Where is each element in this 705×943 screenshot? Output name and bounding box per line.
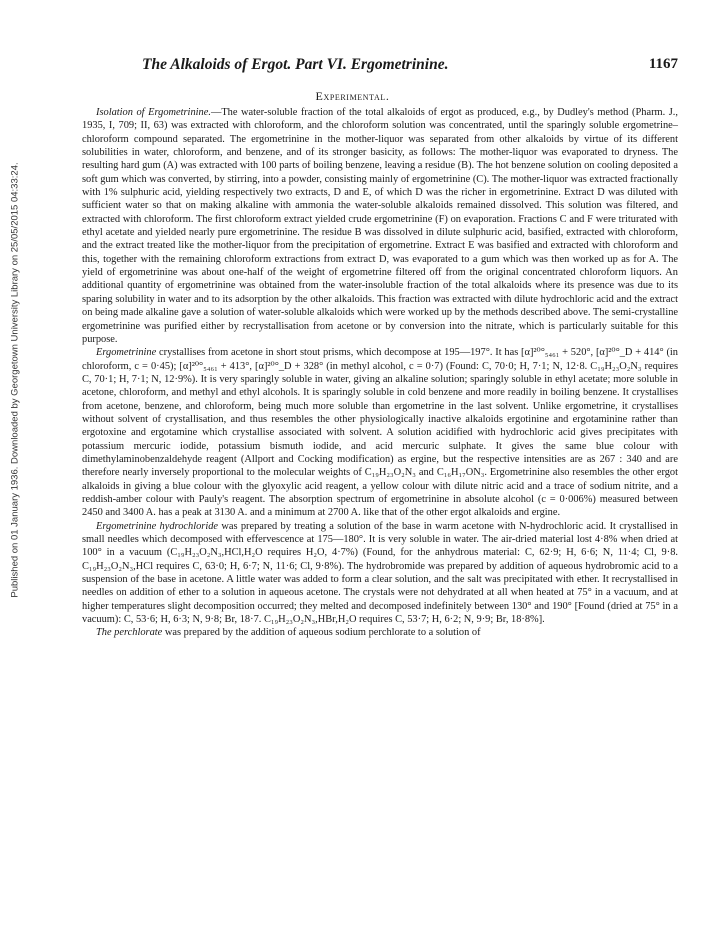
paragraph-text: —The water-soluble fraction of the total alkaloids of ergot as produced, e.g., by Dudley's method (Pharm. J., 1935, I, 709; II, 63) was extracted with chloroform, and the chloroform solution was concentrated, until the sparingly soluble ergometrine–chloroform compound separated. The ergometrinine in the mother-liquor was separated from other alkaloids by virtue of its different solubilities in water, chloroform, and benzene, and of its stronger basicity, as follows: The mother-liquor was evaporated to dryness. The resulting hard gum (A) was extracted with 100 parts of boiling benzene, leaving a residue (B). The hot benzene solution on cooling deposited a soft gum which was converted, by stirring, into a powder, consisting mainly of ergometrinine (C). The mother-liquor was extracted fractionally with 1% sulphuric acid, yielding respectively two extracts, D and E, of which D was the richer in ergometrinine. Extract D was diluted with sufficient water so that on making alkaline with ammonia the water-soluble alkaloids remained dissolved. This solution was filtered, and extracted with chloroform. The first chloroform extract yielded crude ergometrinine (F) on evaporation. Fractions C and F were triturated with ethyl acetate and yielded nearly pure ergometrinine. The residue B was dissolved in dilute sulphuric acid, basified, extracted with chloroform, and the extract treated like the mother-liquor from the precipitation of ergometrine. Extract E was basified and extracted with chloroform and this, together with the remaining chloroform extractions from extract D, was evaporated to a gum which was then worked up as for A. The yield of ergometrinine was about one-half of the weight of ergometrine filtered off from the original concentrated chloroform liquors. An additional quantity of ergometrinine was obtained from the water-insoluble fraction of the total alkaloids where its presence was due to its sparing solubility in water and to its adsorption by the other alkaloids. This fraction was extracted with dilute hydrochloric acid and the extract on being made alkaline gave a solution of water-soluble alkaloids which were worked up by the methods described above. The semi-crystalline ergometrinine was purified either by recrystallisation from acetone or by conversion into the nitrate, which is particularly suitable for this purpose. xyxy=(82,107,679,345)
running-title: The Alkaloids of Ergot. Part VI. Ergometrinine. xyxy=(142,56,449,73)
page-number: 1167 xyxy=(648,56,678,72)
paragraph-isolation xyxy=(82,106,678,346)
paragraph-lead: The perchlorate xyxy=(96,627,163,639)
paragraph-lead: Isolation of Ergometrinine. xyxy=(96,107,211,118)
page-header xyxy=(130,56,678,76)
paragraph-ergometrinine xyxy=(82,346,678,519)
download-notice-text: Published on 01 January 1936. Downloaded by Georgetown University Library on 25/05/2015 04:33:24. xyxy=(9,162,21,598)
paragraph-perchlorate xyxy=(82,626,678,639)
paragraph-text: crystallises from acetone in short stout prisms, which decompose at 195—197°. It has [α]²⁰°₅₄₆₁ + 520°, [α]²⁰°_D + 414° (in chloroform, c = 0·45); [α]²⁰°₅₄₆₁ + 413°, [α]²⁰°_D + 328° (in methyl alcohol, c = 0·7) (Found: C, 70·0; H, 7·1; N, 12·8. C₁₉H₂₃O₂N₃ requires C, 70·1; H, 7·1; N, 12·9%). It is very sparingly soluble in water, giving an alkaline solution; sparingly soluble in ethyl acetate; more soluble in acetone, chloroform, and methyl and ethyl alcohols. It is sparingly soluble in cold benzene and more readily in boiling benzene. It crystallises from acetone, benzene, and chloroform, being much more soluble than ergometrine in the last solvent. Unlike ergometrine, it crystallises without solvent of crystallisation, and thus resembles the other physiologically inactive alkaloids ergotinine and ergotaminine rather than ergotoxine and ergotamine which crystallise associated with solvent. A solution acidified with hydrochloric acid gives precipitates with potassium mercuric iodide, potassium bismuth iodide, and acid mercuric sulphate. It gives the same blue colour with dimethylaminobenzaldehyde reagent (Allport and Cocking modification) as ergine, but the respective intensities are as 267 : 340 and are therefore nearly inversely proportional to the molecular weights of C₁₉H₂₃O₂N₃ and C₁₆H₁₇ON₃. Ergometrinine also resembles the other ergot alkaloids in giving a blue colour with the glyoxylic acid reagent, a yellow colour with dilute nitric acid and a trace of sodium nitrite, and a reddish-amber colour with Pauly's reagent. The absorption spectrum of ergometrinine in absolute alcohol (c = 0·006%) measured between 2450 and 3400 A. has a peak at 3130 A. and a minimum at 2700 A. like that of the other ergot alkaloids and ergine. xyxy=(82,347,678,519)
download-notice xyxy=(8,150,22,610)
paragraph-hydrochloride xyxy=(82,520,678,627)
paragraph-lead: Ergometrinine xyxy=(96,347,157,359)
paragraph-text: was prepared by treating a solution of the base in warm acetone with N-hydrochloric acid. It crystallised in small needles which decomposed with effervescence at 175—180°. It is very soluble in water. The air-dried material lost 4·8% when dried at 100° in a vacuum (C₁₉H₂₃O₂N₃,HCl,H₂O requires H₂O, 4·7%) (Found, for the anhydrous material: C, 62·9; H, 6·6; N, 11·4; Cl, 9·8. C₁₉H₂₃O₂N₃,HCl requires C, 63·0; H, 6·7; N, 11·6; Cl, 9·8%). The hydrobromide was prepared by addition of aqueous hydrobromic acid to a suspension of the base in acetone. A little water was added to form a clear solution, and the salt was precipitated with ether. It recrystallised in needles on addition of ether to a solution in aqueous acetone. The crystals were not dehydrated at all when heated at 75° in a vacuum, and at higher temperatures slight decomposition occurred; they melted and decomposed indefinitely between 130° and 190° [Found (dried at 75° in a vacuum): C, 53·6; H, 6·3; N, 9·8; Br, 18·7. C₁₉H₂₃O₂N₃,HBr,H₂O requires C, 53·7; H, 6·2; N, 9·9; Br, 18·8%]. xyxy=(82,520,678,626)
article-body xyxy=(82,106,678,640)
paragraph-text: was prepared by the addition of aqueous sodium perchlorate to a solution of xyxy=(162,627,481,639)
paragraph-lead: Ergometrinine hydrochloride xyxy=(96,520,219,532)
section-heading: Experimental. xyxy=(315,89,390,103)
